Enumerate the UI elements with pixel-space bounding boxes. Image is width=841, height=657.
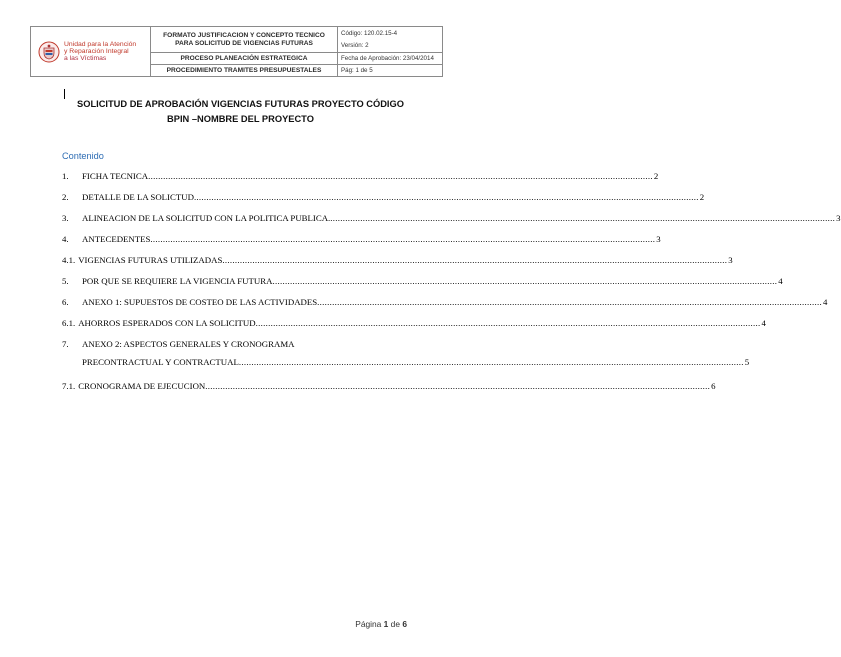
proceso-cell: PROCESO PLANEACIÓN ESTRATEGICA xyxy=(151,53,338,65)
toc-page-number: 4 xyxy=(823,297,828,307)
toc-number: 1. xyxy=(62,171,69,181)
footer-of: de xyxy=(390,619,400,629)
toc-page-number: 4 xyxy=(778,276,783,286)
title-line: BPIN –NOMBRE DEL PROYECTO xyxy=(167,114,314,124)
toc-number: 4. xyxy=(62,234,69,244)
toc-leader xyxy=(222,255,727,265)
toc-number: 7.1. xyxy=(62,381,76,391)
toc-number: 4.1. xyxy=(62,255,76,265)
document-title xyxy=(40,97,441,127)
version-value: Versión: 2 xyxy=(341,41,369,49)
toc-entry[interactable] xyxy=(62,192,705,213)
toc-text: ALINEACION DE LA SOLICITUD CON LA POLITICA PUBLICA. xyxy=(82,213,331,223)
organization-logo xyxy=(34,30,147,74)
toc-text: PRECONTRACTUAL Y CONTRACTUAL xyxy=(82,357,239,367)
toc-number: 6.1. xyxy=(62,318,76,328)
logo-line: a las Víctimas xyxy=(64,55,107,63)
title-line: SOLICITUD DE APROBACIÓN VIGENCIAS FUTURAS PROYECTO CÓDIGO xyxy=(77,99,404,109)
logo-line: y Reparación Integral xyxy=(64,47,129,55)
toc-page-number: 3 xyxy=(836,213,841,223)
toc-page-number: 5 xyxy=(744,357,750,367)
codigo-value: Código: 120.02.15-4 xyxy=(341,29,398,37)
footer-label: Página xyxy=(355,619,382,629)
format-title: FORMATO JUSTIFICACION Y CONCEPTO TECNICO PARA SOLICITUD DE VIGENCIAS FUTURAS xyxy=(151,27,338,53)
codigo-cell xyxy=(338,27,443,53)
toc-page-number: 3 xyxy=(728,255,733,265)
toc-entry[interactable] xyxy=(62,297,828,318)
toc-leader xyxy=(205,381,710,391)
document-header-table xyxy=(30,26,443,77)
table-of-contents xyxy=(62,171,841,402)
toc-page-number: 6 xyxy=(711,381,716,391)
toc-leader xyxy=(317,297,822,307)
toc-text: DETALLE DE LA SOLICTUD xyxy=(82,192,194,202)
toc-entry[interactable] xyxy=(62,318,766,339)
toc-leader xyxy=(148,171,653,181)
toc-page-number: 4 xyxy=(761,318,766,328)
toc-entry[interactable] xyxy=(62,234,661,255)
toc-text: ANTECEDENTES xyxy=(82,234,151,244)
toc-entry[interactable] xyxy=(62,255,733,276)
toc-leader xyxy=(330,213,835,223)
footer-total-pages: 6 xyxy=(402,619,407,629)
toc-number: 7. xyxy=(62,339,69,349)
toc-text: FICHA TECNICA xyxy=(82,171,149,181)
toc-text: AHORROS ESPERADOS CON LA SOLICITUD xyxy=(78,318,256,328)
toc-page-number: 2 xyxy=(653,171,659,181)
toc-leader xyxy=(256,318,761,328)
page-footer xyxy=(355,619,407,629)
toc-text: CRONOGRAMA DE EJECUCION xyxy=(78,381,206,391)
coat-of-arms-icon xyxy=(38,41,60,63)
toc-number: 2. xyxy=(62,192,69,202)
toc-entry[interactable] xyxy=(62,381,716,402)
toc-number: 5. xyxy=(62,276,69,286)
toc-heading: Contenido xyxy=(62,151,104,161)
toc-text: POR QUE SE REQUIERE LA VIGENCIA FUTURA xyxy=(82,276,273,286)
fecha-cell: Fecha de Aprobación: 23/04/2014 xyxy=(338,53,443,65)
toc-leader xyxy=(272,276,777,286)
pag-cell: Pág: 1 de 5 xyxy=(338,65,443,77)
toc-text: ANEXO 1: SUPUESTOS DE COSTEO DE LAS ACTIVIDADES xyxy=(82,297,318,307)
toc-entry[interactable] xyxy=(62,339,750,381)
toc-number: 6. xyxy=(62,297,69,307)
logo-line: Unidad para la Atención xyxy=(64,40,137,48)
toc-page-number: 2 xyxy=(699,192,705,202)
procedimiento-cell: PROCEDIMIENTO TRAMITES PRESUPUESTALES xyxy=(151,65,338,77)
toc-entry[interactable] xyxy=(62,171,659,192)
footer-current-page: 1 xyxy=(383,619,389,629)
toc-leader xyxy=(150,234,655,244)
logo-cell xyxy=(31,27,151,77)
toc-leader xyxy=(239,357,744,367)
toc-leader xyxy=(194,192,699,202)
logo-text xyxy=(64,41,136,63)
toc-text: VIGENCIAS FUTURAS UTILIZADAS xyxy=(78,255,223,265)
toc-text: ANEXO 2: ASPECTOS GENERALES Y CRONOGRAMA xyxy=(82,339,295,349)
toc-number: 3. xyxy=(62,213,69,223)
toc-entry[interactable] xyxy=(62,213,841,234)
toc-entry[interactable] xyxy=(62,276,783,297)
toc-page-number: 3 xyxy=(656,234,661,244)
